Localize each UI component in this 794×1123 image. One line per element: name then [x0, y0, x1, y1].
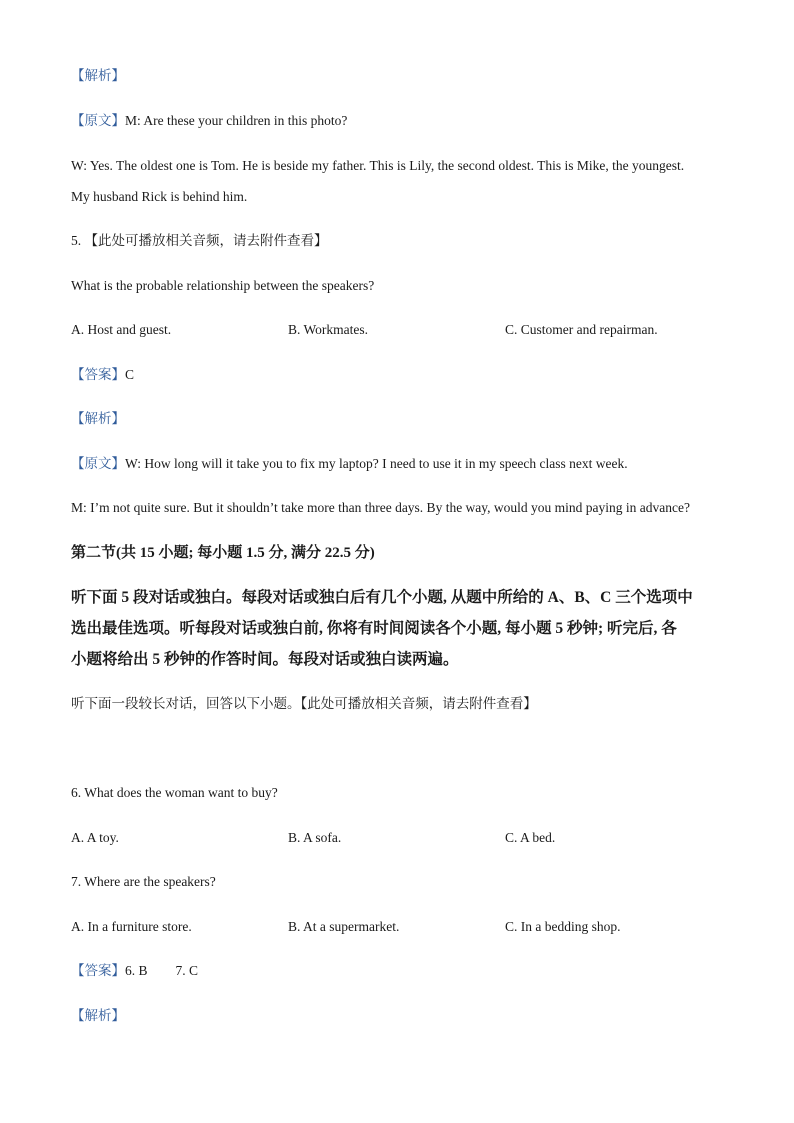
- transcript-line: [71, 112, 347, 130]
- question-6-text: 6. What does the woman want to buy?: [71, 785, 278, 800]
- section-label-analysis: 【解析】: [71, 1008, 125, 1023]
- option-c: C. Customer and repairman.: [505, 322, 658, 337]
- section-heading: 第二节(共 15 小题; 每小题 1.5 分, 满分 22.5 分): [71, 545, 375, 561]
- transcript-line: W: Yes. The oldest one is Tom. He is beside my father. This is Lily, the second oldest. This is Mike, the youngest.: [71, 158, 685, 173]
- instruction-line: 选出最佳选项。听每段对话或独白前, 你将有时间阅读各个小题, 每小题 5 秒钟; 听完后, 各: [71, 620, 677, 637]
- answer-value: 6. B: [125, 963, 148, 978]
- transcript-tag: 【原文】: [71, 113, 125, 128]
- answer-tag: 【答案】: [71, 963, 125, 978]
- answer-tag: 【答案】: [71, 367, 125, 382]
- answer-line: [71, 366, 134, 384]
- option-a: A. In a furniture store.: [71, 919, 192, 934]
- option-a: A. Host and guest.: [71, 322, 172, 337]
- transcript-line: [71, 455, 628, 473]
- option-b: B. A sofa.: [288, 830, 342, 845]
- answer-line: [71, 962, 198, 980]
- dialogue-intro: 听下面一段较长对话，回答以下小题。【此处可播放相关音频，请去附件查看】: [71, 696, 537, 711]
- option-b: B. At a supermarket.: [288, 919, 400, 934]
- answer-value: C: [125, 367, 135, 382]
- option-b: B. Workmates.: [288, 322, 369, 337]
- question-5-text: What is the probable relationship between the speakers?: [71, 278, 375, 293]
- question-5-title: 5. 【此处可播放相关音频，请去附件查看】: [71, 233, 328, 248]
- answer-value: 7. C: [175, 963, 199, 978]
- option-a: A. A toy.: [71, 830, 119, 845]
- option-c: C. In a bedding shop.: [505, 919, 621, 934]
- transcript-text: M: Are these your children in this photo?: [125, 113, 348, 128]
- transcript-text: W: How long will it take you to fix my laptop? I need to use it in my speech class next week.: [125, 456, 628, 471]
- instruction-line: 听下面 5 段对话或独白。每段对话或独白后有几个小题, 从题中所给的 A、B、C 三个选项中: [71, 589, 693, 606]
- option-c: C. A bed.: [505, 830, 556, 845]
- question-7-text: 7. Where are the speakers?: [71, 874, 216, 889]
- instruction-line: 小题将给出 5 秒钟的作答时间。每段对话或独白读两遍。: [71, 651, 459, 668]
- transcript-line: My husband Rick is behind him.: [71, 189, 248, 204]
- transcript-line: M: I’m not quite sure. But it shouldn’t take more than three days. By the way, would you mind paying in advance?: [71, 500, 691, 515]
- section-label-analysis: 【解析】: [71, 411, 125, 426]
- transcript-tag: 【原文】: [71, 456, 125, 471]
- section-label-analysis: 【解析】: [71, 68, 125, 83]
